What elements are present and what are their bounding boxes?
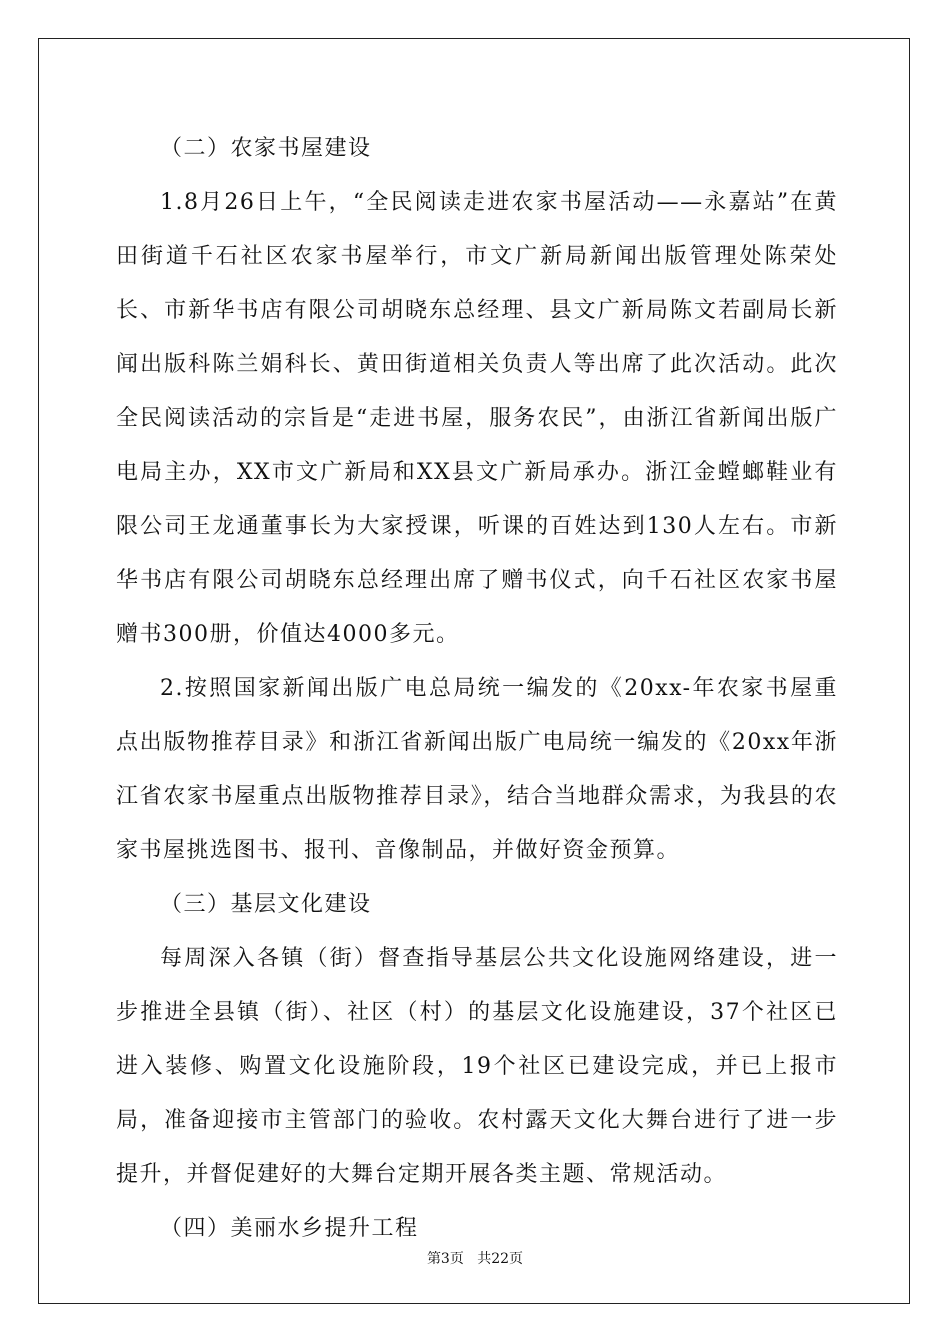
paragraph-3: 每周深入各镇（街）督查指导基层公共文化设施网络建设，进一步推进全县镇（街）、社区（村）的基层文化设施建设，37个社区已进入装修、购置文化设施阶段，19个社区已建设完成，并已上报市局，准备迎接市主管部门的验收。农村露天文化大舞台进行了进一步提升，并督促建好的大舞台定期开展各类主题、常规活动。 <box>116 946 838 1187</box>
section-heading-2: （二）农家书屋建设 <box>160 136 372 161</box>
document-body <box>116 122 838 1256</box>
page-footer <box>0 1248 950 1268</box>
page-number: 第3页 <box>426 1251 464 1267</box>
page-total: 共22页 <box>477 1251 524 1267</box>
paragraph-2: 2.按照国家新闻出版广电总局统一编发的《20xx-年农家书屋重点出版物推荐目录》和浙江省新闻出版广电局统一编发的《20xx年浙江省农家书屋重点出版物推荐目录》，结合当地群众需求，为我县的农家书屋挑选图书、报刊、音像制品，并做好资金预算。 <box>116 676 838 863</box>
section-heading-4: （四）美丽水乡提升工程 <box>160 1216 419 1241</box>
section-heading-3: （三）基层文化建设 <box>160 892 372 917</box>
paragraph-1: 1.8月26日上午，“全民阅读走进农家书屋活动——永嘉站”在黄田街道千石社区农家书屋举行，市文广新局新闻出版管理处陈荣处长、市新华书店有限公司胡晓东总经理、县文广新局陈文若副局长新闻出版科陈兰娟科长、黄田街道相关负责人等出席了此次活动。此次全民阅读活动的宗旨是“走进书屋，服务农民”，由浙江省新闻出版广电局主办，XX市文广新局和XX县文广新局承办。浙江金螳螂鞋业有限公司王龙通董事长为大家授课，听课的百姓达到130人左右。市新华书店有限公司胡晓东总经理出席了赠书仪式，向千石社区农家书屋赠书300册，价值达4000多元。 <box>116 190 838 647</box>
